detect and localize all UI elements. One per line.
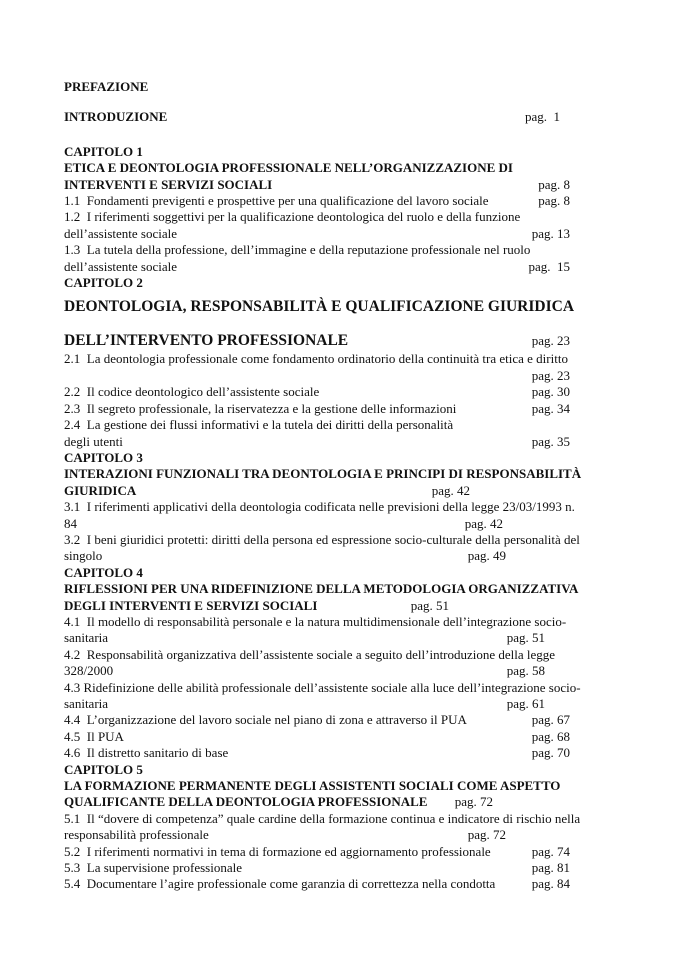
entry-text: 2.2 Il codice deontologico dell’assistente sociale [64,384,320,400]
toc-entry [64,193,570,209]
entry-text: 328/2000 [64,663,114,679]
chapter-title-text: RIFLESSIONI PER UNA RIDEFINIZIONE DELLA METODOLOGIA ORGANIZZATIVA [64,581,579,597]
toc-entry [64,401,570,417]
toc-chapter-title [64,794,570,810]
toc-entry-continuation [64,663,570,679]
toc-entry-continuation [64,259,570,275]
toc-entry [64,384,570,400]
toc-entry-continuation [64,548,570,564]
entry-text: 4.4 L’organizzazione del lavoro sociale nel piano di zona e attraverso il PUA [64,712,467,728]
toc-entry-continuation [64,630,570,646]
chapter-title-text: LA FORMAZIONE PERMANENTE DEGLI ASSISTENTI SOCIALI COME ASPETTO [64,778,561,794]
page-number: pag. 1 [524,109,560,125]
entry-text: 84 [64,515,77,531]
chapter-label-text: CAPITOLO 4 [64,564,143,580]
page-number: pag. 51 [410,597,449,613]
toc-heading-introduzione [64,109,570,125]
toc-chapter-label [64,144,570,160]
page-number: pag. 72 [454,794,493,810]
chapter-title-text: QUALIFICANTE DELLA DEONTOLOGIA PROFESSIONALE [64,794,428,810]
toc-entry-continuation [64,516,570,532]
entry-text: 5.3 La supervisione professionale [64,860,242,876]
toc-chapter-label [64,565,570,581]
chapter-title-text: GIURIDICA [64,482,137,498]
page-number: pag. 74 [531,843,570,859]
entry-text: 4.6 Il distretto sanitario di base [64,745,229,761]
entry-text: 4.5 Il PUA [64,728,124,744]
entry-text: 2.3 Il segreto professionale, la riservatezza e la gestione delle informazioni [64,400,457,416]
entry-text: 1.1 Fondamenti previgenti e prospettive per una qualificazione del lavoro sociale [64,193,489,209]
page-number: pag. 67 [531,712,570,728]
page-number: pag. 49 [467,548,506,564]
page-number: pag. 23 [531,333,570,349]
entry-text: 5.1 Il “dovere di competenza” quale cardine della formazione continua e indicatore di rischio nella [64,810,581,826]
toc-entry [64,614,570,630]
entry-text: responsabilità professionale [64,827,209,843]
toc-entry [64,531,580,548]
page-number: pag. 58 [506,663,545,679]
page-number: pag. 35 [531,433,570,449]
page-number: pag. 51 [506,630,545,646]
entry-text: 3.1 I riferimenti applicativi della deontologia codificata nelle previsioni della legge 23/03/1993 n. [64,499,575,515]
entry-text: 5.2 I riferimenti normativi in tema di formazione ed aggiornamento professionale [64,843,491,859]
page-number: pag. 84 [531,876,570,892]
chapter-title-text: DELL’INTERVENTO PROFESSIONALE [64,332,349,350]
toc-heading-prefazione [64,79,570,95]
page-number: pag. 42 [464,515,503,531]
entry-text: 4.1 Il modello di responsabilità personale e la natura multidimensionale dell’integrazione socio- [64,613,567,629]
toc-entry-continuation [64,226,570,242]
page-number: pag. 70 [531,745,570,761]
page-number: pag. 23 [531,367,570,383]
toc-entry [64,745,570,761]
toc-entry [64,876,570,892]
entry-text: dell’assistente sociale [64,258,177,274]
page-number: pag. 8 [538,176,570,192]
toc-entry [64,647,570,663]
toc-chapter-title [64,778,570,794]
toc-chapter-title [64,598,570,614]
chapter-title-text: DEGLI INTERVENTI E SERVIZI SOCIALI [64,597,318,613]
table-of-contents [64,79,582,893]
toc-entry [64,712,570,728]
chapter-label-text: CAPITOLO 2 [64,275,143,291]
entry-text: 5.4 Documentare l’agire professionale come garanzia di correttezza nella condotta [64,876,496,892]
heading-text: INTRODUZIONE [64,109,168,125]
page-number: pag. 15 [528,258,570,274]
entry-text: sanitaria [64,696,109,711]
toc-chapter-label [64,275,570,291]
toc-chapter-title [64,297,575,317]
page-number: pag. 34 [531,400,570,416]
toc-chapter-title [64,466,582,482]
page-number: pag. 13 [531,225,570,241]
toc-chapter-title [64,483,570,499]
toc-entry [64,351,570,367]
page-number: pag. 42 [431,482,470,498]
page-number: pag. 61 [506,696,545,711]
toc-chapter-title [64,581,579,597]
entry-text: singolo [64,548,103,564]
chapter-label-text: CAPITOLO 3 [64,449,143,465]
toc-entry [64,679,581,696]
toc-chapter-title [64,331,570,351]
entry-text: dell’assistente sociale [64,225,177,241]
toc-entry-continuation [64,827,570,843]
page-number: pag. 30 [531,384,570,400]
entry-text: 2.4 La gestione dei flussi informativi e la tutela dei diritti della personalità [64,417,454,433]
entry-text: 1.3 La tutela della professione, dell’immagine e della reputazione professionale nel ruolo [64,242,531,258]
page-number: pag. 68 [531,728,570,744]
chapter-title-text: INTERVENTI E SERVIZI SOCIALI [64,176,273,192]
toc-entry [64,729,570,745]
chapter-title-text: DEONTOLOGIA, RESPONSABILITÀ E QUALIFICAZIONE GIURIDICA [64,298,575,316]
toc-entry [64,209,570,225]
toc-chapter-title [64,160,570,176]
toc-entry [64,242,570,258]
toc-chapter-label [64,450,570,466]
toc-entry [64,860,570,876]
toc-chapter-label [64,762,570,778]
toc-entry [64,499,575,515]
toc-entry-continuation [64,434,570,450]
toc-entry [64,810,581,827]
page-number: pag. 8 [538,193,570,209]
entry-text: 1.2 I riferimenti soggettivi per la qualificazione deontologica del ruolo e della funzione [64,209,521,225]
entry-text: 4.3 Ridefinizione delle abilità professionale dell’assistente sociale alla luce dell’integrazione socio- [64,679,581,695]
toc-entry-continuation [64,368,570,384]
chapter-label-text: CAPITOLO 5 [64,761,143,777]
toc-chapter-title [64,177,570,193]
entry-text: 4.2 Responsabilità organizzativa dell’assistente sociale a seguito dell’introduzione della legge [64,646,556,662]
chapter-label-text: CAPITOLO 1 [64,143,143,159]
entry-text: sanitaria [64,630,109,646]
chapter-title-text: ETICA E DEONTOLOGIA PROFESSIONALE NELL’ORGANIZZAZIONE DI [64,160,513,176]
page-number: pag. 81 [531,860,570,876]
entry-text: 2.1 La deontologia professionale come fondamento ordinatorio della continuità tra etica e diritto [64,351,568,367]
toc-entry [64,844,570,860]
heading-text: PREFAZIONE [64,79,149,94]
chapter-title-text: INTERAZIONI FUNZIONALI TRA DEONTOLOGIA E PRINCIPI DI RESPONSABILITÀ [64,466,582,482]
page-number: pag. 72 [467,827,506,843]
toc-entry-continuation [64,696,570,712]
entry-text: degli utenti [64,433,123,449]
toc-entry [64,417,570,433]
entry-text: 3.2 I beni giuridici protetti: diritti della persona ed espressione socio-culturale della personalità del [64,531,580,547]
